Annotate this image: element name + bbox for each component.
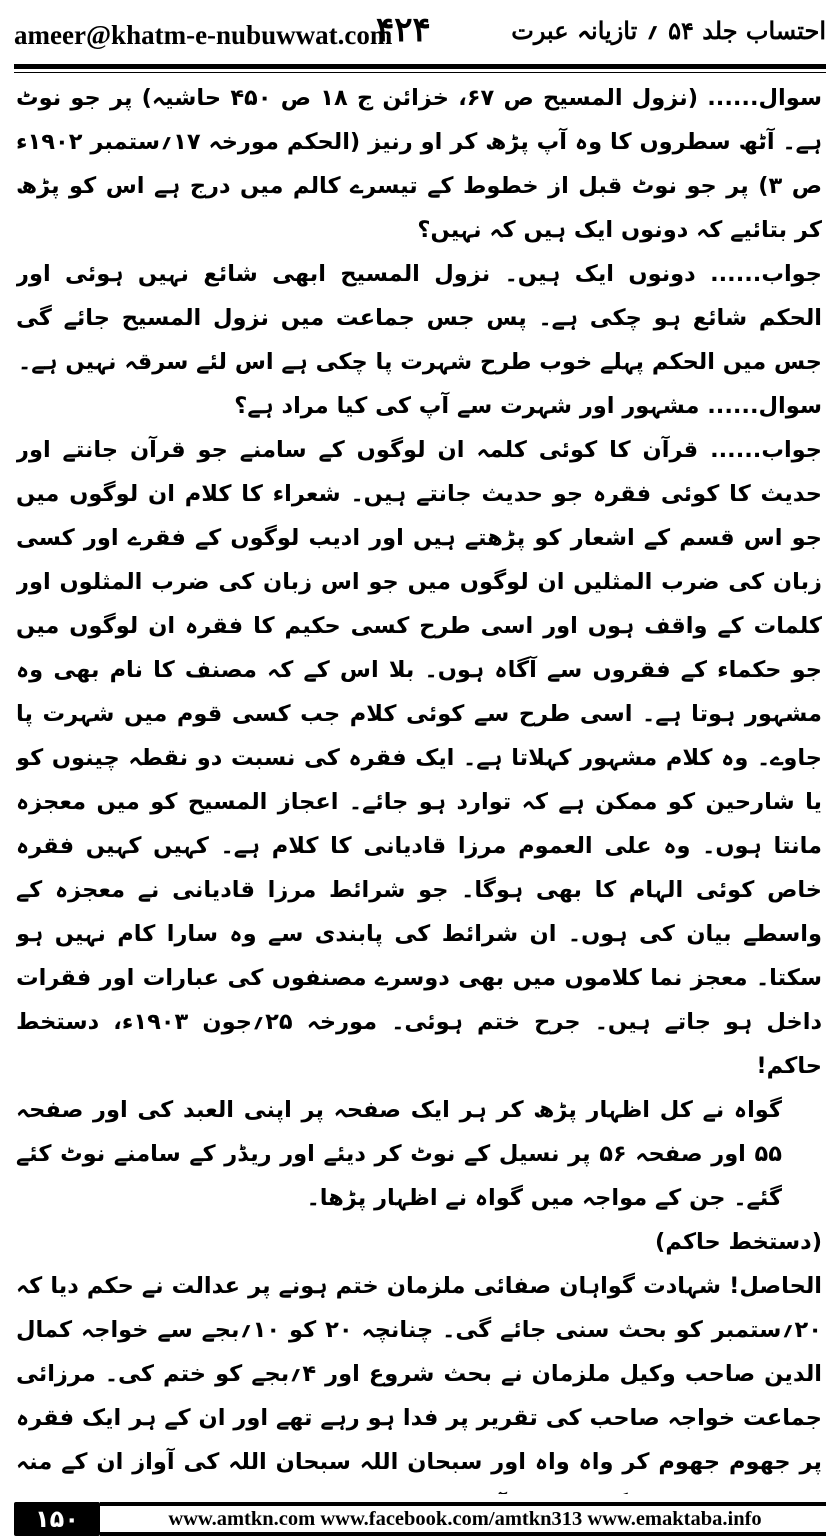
witness-note: گواہ نے کل اظہار پڑھ کر ہر ایک صفحہ پر اپنی العبد کی اور صفحہ ۵۵ اور صفحہ ۵۶ پر نسیل کے نوٹ کر دیئے اور ریڈر کے سامنے نوٹ کئے گئے۔ جن کے مواجہ میں گواہ نے اظہار پڑھا۔: [16, 1097, 782, 1211]
header-page-number: ۴۲۴: [376, 10, 431, 50]
answer-2: جواب...... قرآن کا کوئی کلمہ ان لوگوں کے سامنے جو قرآن جانتے اور حدیث کا کوئی فقرہ جو حدیث جانتے ہیں۔ شعراء کا کلام ان لوگوں میں جو اس قسم کے اشعار کو پڑھتے ہیں اور ادیب لوگوں کے فقرے اور کسی زبان کی ضرب المثلیں ان لوگوں میں جو اس زبان کی ضرب المثلوں اور کلمات کے واقف ہوں اور اسی طرح کسی حکیم کا فقرہ ان لوگوں میں جو حکماء کے فقروں سے آگاہ ہوں۔ بلا اس کے کہ مصنف کا نام بھی وہ مشہور ہوتا ہے۔ اسی طرح سے کوئی کلام جب کسی قوم میں شہرت پا جاوے۔ وہ کلام مشہور کہلاتا ہے۔ ایک فقرہ کی نسبت دو نقطہ چینوں کو یا شارحین کو ممکن ہے کہ توارد ہو جائے۔ اعجاز المسیح کو میں معجزہ مانتا ہوں۔ وہ علی العموم مرزا قادیانی کا کلام ہے۔ کہیں کہیں فقرہ خاص کوئی الہام کا بھی ہوگا۔ جو شرائط مرزا قادیانی نے معجزہ کے واسطے بیان کی ہوں۔ ان شرائط کی پابندی سے وہ سارا کام نہیں ہو سکتا۔ معجز نما کلاموں میں بھی دوسرے مصنفوں کی عبارات اور فقرات داخل ہو جاتے ہیں۔ جرح ختم ہوئی۔ مورخہ ۲۵؍جون ۱۹۰۳ء، دستخط حاکم!: [16, 437, 822, 1079]
header-rule: [14, 64, 826, 69]
page-header: [0, 0, 840, 60]
question-2: سوال...... مشہور اور شہرت سے آپ کی کیا مراد ہے؟: [234, 393, 822, 419]
page-footer: [0, 1498, 840, 1540]
judge-signature: (دستخط حاکم): [655, 1229, 822, 1255]
header-rule-thin: [14, 72, 826, 73]
page-body: [16, 76, 822, 1494]
header-book-title: احتساب جلد ۵۴ ؍ تازیانہ عبرت: [511, 16, 826, 45]
answer-1: جواب...... دونوں ایک ہیں۔ نزول المسیح ابھی شائع نہیں ہوئی اور الحکم شائع ہو چکی ہے۔ پس جس جماعت میں نزول المسیح جائے گی جس میں الحکم پہلے خوب طرح شہرت پا چکی ہے اس لئے سرقہ نہیں ہے۔: [16, 261, 822, 375]
footer-page-number: ۱۵۰: [14, 1502, 100, 1536]
summary-paragraph: الحاصل! شہادت گواہان صفائی ملزمان ختم ہونے پر عدالت نے حکم دیا کہ ۲۰؍ستمبر کو بحث سنی جائے گی۔ چنانچہ ۲۰ کو ۱۰؍بجے سے خواجہ کمال الدین صاحب وکیل ملزمان نے بحث شروع اور ۴؍بجے کو ختم کی۔ مرزائی جماعت خواجہ صاحب کی تقریر پر فدا ہو رہے تھے اور ان کے ہر ایک فقرہ پر جھوم جھوم کر واہ واہ اور سبحان اللہ سبحان اللہ کی آواز ان کے منہ: [16, 1273, 822, 1475]
question-1: سوال...... (نزول المسیح ص ۶۷، خزائن ج ۱۸ ص ۴۵۰ حاشیہ) پر جو نوٹ ہے۔ آٹھ سطروں کا وہ آپ پڑھ کر او رنیز (الحکم مورخہ ۱۷؍ستمبر ۱۹۰۲ء ص ۳) پر جو نوٹ قبل از خطوط کے تیسرے کالم میں درج ہے اس کو پڑھ کر بتائیے کہ دونوں ایک ہیں کہ نہیں؟: [16, 85, 822, 243]
header-email: ameer@khatm-e-nubuwwat.com: [14, 20, 393, 50]
footer-links: www.amtkn.com www.facebook.com/amtkn313 www.emaktaba.info: [168, 1508, 762, 1530]
